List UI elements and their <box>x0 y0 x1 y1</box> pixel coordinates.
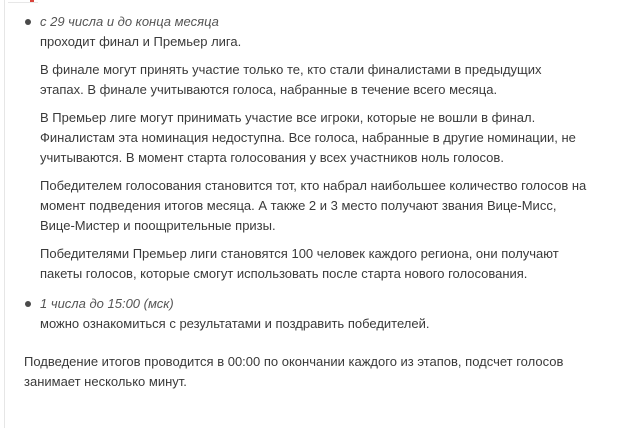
results-summary-text: Подведение итогов проводится в 00:00 по окончании каждого из этапов, подсчет голосов занимает несколько минут. <box>24 354 564 389</box>
bullet-icon <box>25 301 31 307</box>
stage-description: проходит финал и Премьер лига. <box>40 34 242 49</box>
content-left-border <box>4 0 5 428</box>
premier-league-rules-paragraph: В Премьер лиге могут принимать участие все игроки, которые не вошли в финал. Финалистам эта номинация недоступна. Все голоса, набранные в другие номинации, не учитываются. В момент старта голосования у всех участников ноль голосов. <box>40 110 576 165</box>
premier-league-winners-paragraph: Победителями Премьер лиги становятся 100 человек каждого региона, они получают пакеты голосов, которые смогут использовать после старта нового голосования. <box>40 246 559 281</box>
cropped-previous-item <box>8 0 38 3</box>
bullet-icon <box>25 19 31 25</box>
stage-description: можно ознакомиться с результатами и поздравить победителей. <box>40 316 430 331</box>
winner-rules-paragraph: Победителем голосования становится тот, кто набрал наибольшее количество голосов на момент подведения итогов месяца. А также 2 и 3 место получают звания Вице-Мисс, Вице-Мистер и поощрительные призы. <box>40 178 587 233</box>
stage-results <box>24 294 610 334</box>
final-rules-paragraph: В финале могут принять участие только те, кто стали финалистами в предыдущих этапах. В финале учитываются голоса, набранные в течение всего месяца. <box>40 62 542 97</box>
cropped-red-marker <box>30 0 34 2</box>
stage-final-and-premier <box>24 12 610 284</box>
stage-date: с 29 числа и до конца месяца <box>40 14 219 29</box>
stage-date: 1 числа до 15:00 (мск) <box>40 296 174 311</box>
schedule-content <box>24 12 610 392</box>
